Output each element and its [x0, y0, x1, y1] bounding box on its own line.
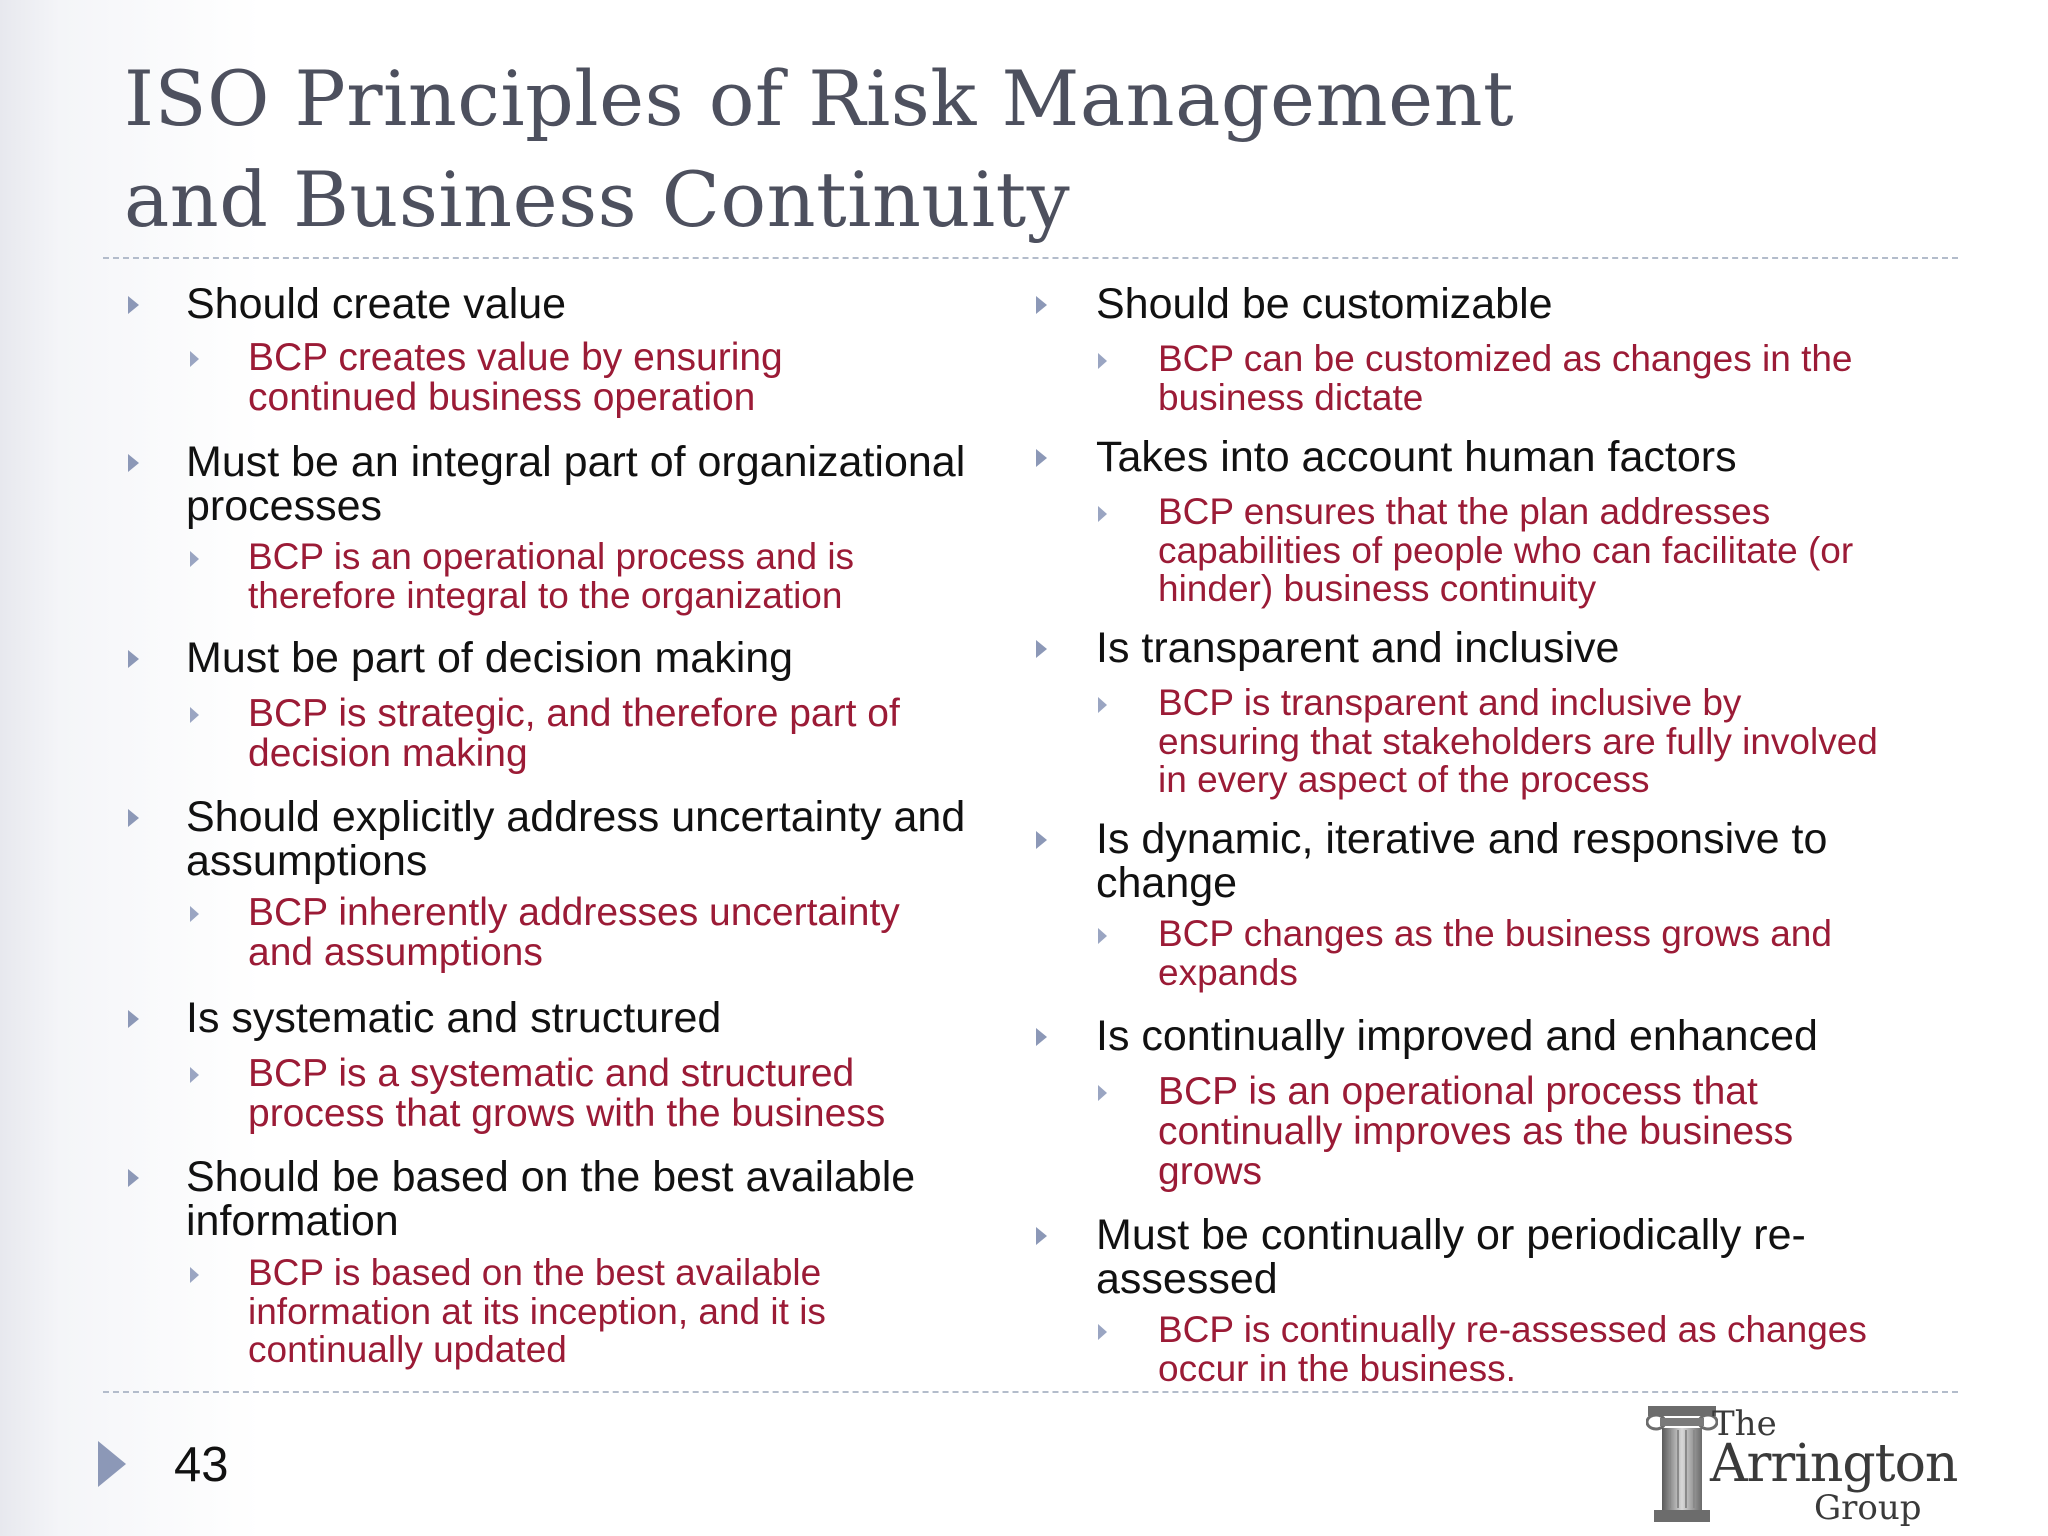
bcp-explanation-line: BCP is strategic, and therefore part of: [248, 692, 900, 735]
bcp-explanation-line: BCP is an operational process that: [1158, 1070, 1758, 1113]
bcp-explanation-line: BCP changes as the business grows and: [1158, 913, 1832, 954]
bcp-explanation: [1158, 684, 1878, 800]
bcp-explanation-line: BCP inherently addresses uncertainty: [248, 891, 900, 934]
principle-text-line: assessed: [1096, 1255, 1278, 1303]
principle-text: [1096, 1014, 1818, 1058]
sub-bullet-arrow-icon: [190, 1267, 199, 1283]
sub-bullet-arrow-icon: [1098, 697, 1107, 713]
bcp-explanation-line: in every aspect of the process: [1158, 759, 1650, 800]
bullet-arrow-icon: [128, 1010, 139, 1028]
bcp-explanation-line: continued business operation: [248, 376, 756, 419]
principle-text-line: Is dynamic, iterative and responsive to: [1096, 815, 1828, 863]
bullet-arrow-icon: [128, 809, 139, 827]
bullet-arrow-icon: [128, 1169, 139, 1187]
logo-text-arrington: Arrington: [1710, 1434, 1958, 1494]
sub-bullet-arrow-icon: [190, 707, 199, 723]
bcp-explanation: [1158, 493, 1853, 609]
bcp-explanation-line: capabilities of people who can facilitate (or: [1158, 529, 1854, 571]
bcp-explanation-line: process that grows with the business: [248, 1092, 886, 1135]
principle-text: [1096, 435, 1737, 479]
bcp-explanation-line: ensuring that stakeholders are fully involved: [1158, 720, 1878, 762]
principle-text-line: Should explicitly address uncertainty and: [186, 793, 966, 841]
principle-text-line: Should create value: [186, 280, 567, 328]
title-line-2: and Business Continuity: [124, 155, 1071, 244]
bullet-arrow-icon: [1036, 1028, 1047, 1046]
bcp-explanation-line: grows: [1158, 1150, 1263, 1193]
principle-text: [1096, 282, 1553, 326]
column-icon: [1646, 1404, 1718, 1524]
sub-bullet-arrow-icon: [190, 1067, 199, 1083]
bcp-explanation-line: BCP creates value by ensuring: [248, 336, 783, 379]
sub-bullet-arrow-icon: [1098, 1085, 1107, 1101]
sub-bullet-arrow-icon: [1098, 928, 1107, 944]
principle-text-line: change: [1096, 859, 1238, 907]
principle-text-line: Must be part of decision making: [186, 634, 794, 682]
bcp-explanation-line: BCP is based on the best available: [248, 1252, 822, 1293]
principle-text-line: Takes into account human factors: [1096, 433, 1737, 481]
bcp-explanation-line: BCP is an operational process and is: [248, 536, 855, 577]
title-line-1: ISO Principles of Risk Management: [124, 54, 1515, 143]
bullet-arrow-icon: [1036, 449, 1047, 467]
principle-text-line: Should be based on the best available: [186, 1153, 916, 1201]
principle-text-line: Must be continually or periodically re-: [1096, 1211, 1806, 1259]
sub-bullet-arrow-icon: [190, 906, 199, 922]
top-divider: [103, 257, 1958, 259]
bcp-explanation-line: occur in the business.: [1158, 1347, 1516, 1389]
bullet-arrow-icon: [128, 296, 139, 314]
principle-text-line: Is transparent and inclusive: [1096, 624, 1620, 672]
principle-text-line: Is systematic and structured: [186, 994, 722, 1042]
principle-text: [186, 1155, 915, 1243]
bcp-explanation-line: decision making: [248, 732, 528, 775]
bcp-explanation-line: continually improves as the business: [1158, 1110, 1794, 1153]
bcp-explanation-line: business dictate: [1158, 376, 1424, 418]
sub-bullet-arrow-icon: [1098, 353, 1107, 369]
bcp-explanation-line: BCP is a systematic and structured: [248, 1052, 855, 1095]
bcp-explanation-line: BCP can be customized as changes in the: [1158, 338, 1853, 379]
bcp-explanation: [248, 694, 900, 774]
bcp-explanation-line: continually updated: [248, 1329, 567, 1370]
slide-title: [124, 48, 1964, 250]
principle-text-line: information: [186, 1197, 399, 1245]
bcp-explanation-line: BCP is continually re-assessed as changes: [1158, 1309, 1867, 1350]
bcp-explanation-line: information at its inception, and it is: [248, 1290, 826, 1332]
bottom-divider: [103, 1391, 1958, 1393]
principle-text: [186, 636, 793, 680]
principle-text-line: Should be customizable: [1096, 280, 1553, 328]
principle-text: [186, 440, 965, 528]
page-arrow-icon: [98, 1441, 126, 1487]
sub-bullet-arrow-icon: [1098, 1324, 1107, 1340]
bcp-explanation-line: therefore integral to the organization: [248, 574, 843, 616]
principle-text-line: processes: [186, 482, 382, 530]
sub-bullet-arrow-icon: [190, 551, 199, 567]
logo-text-group: Group: [1814, 1488, 1922, 1528]
principle-text: [186, 996, 721, 1040]
principle-text: [1096, 817, 1827, 905]
bcp-explanation: [1158, 1311, 1867, 1388]
bcp-explanation: [1158, 340, 1853, 417]
bcp-explanation: [248, 538, 854, 615]
bullet-arrow-icon: [1036, 296, 1047, 314]
bcp-explanation: [248, 338, 783, 418]
page-number: 43: [174, 1438, 229, 1492]
bcp-explanation: [248, 1254, 826, 1370]
bcp-explanation-line: expands: [1158, 951, 1298, 993]
sub-bullet-arrow-icon: [190, 351, 199, 367]
bcp-explanation: [1158, 915, 1832, 992]
principle-text: [186, 282, 566, 326]
sub-bullet-arrow-icon: [1098, 506, 1107, 522]
bcp-explanation-line: hinder) business continuity: [1158, 568, 1597, 609]
bullet-arrow-icon: [1036, 831, 1047, 849]
bullet-arrow-icon: [128, 650, 139, 668]
principle-text: [1096, 626, 1619, 670]
arrington-group-logo: [1646, 1404, 1956, 1526]
principle-text-line: Is continually improved and enhanced: [1096, 1012, 1818, 1060]
bullet-arrow-icon: [1036, 640, 1047, 658]
bcp-explanation-line: BCP is transparent and inclusive by: [1158, 682, 1742, 723]
bullet-arrow-icon: [1036, 1227, 1047, 1245]
bcp-explanation: [248, 893, 900, 973]
principle-text-line: assumptions: [186, 837, 428, 885]
bcp-explanation: [1158, 1072, 1793, 1192]
bcp-explanation: [248, 1054, 885, 1134]
principle-text-line: Must be an integral part of organizational: [186, 438, 966, 486]
principle-text: [186, 795, 965, 883]
bcp-explanation-line: and assumptions: [248, 931, 543, 974]
bcp-explanation-line: BCP ensures that the plan addresses: [1158, 491, 1771, 532]
bullet-arrow-icon: [128, 454, 139, 472]
principle-text: [1096, 1213, 1806, 1301]
logo-text-the: The: [1712, 1404, 1777, 1444]
